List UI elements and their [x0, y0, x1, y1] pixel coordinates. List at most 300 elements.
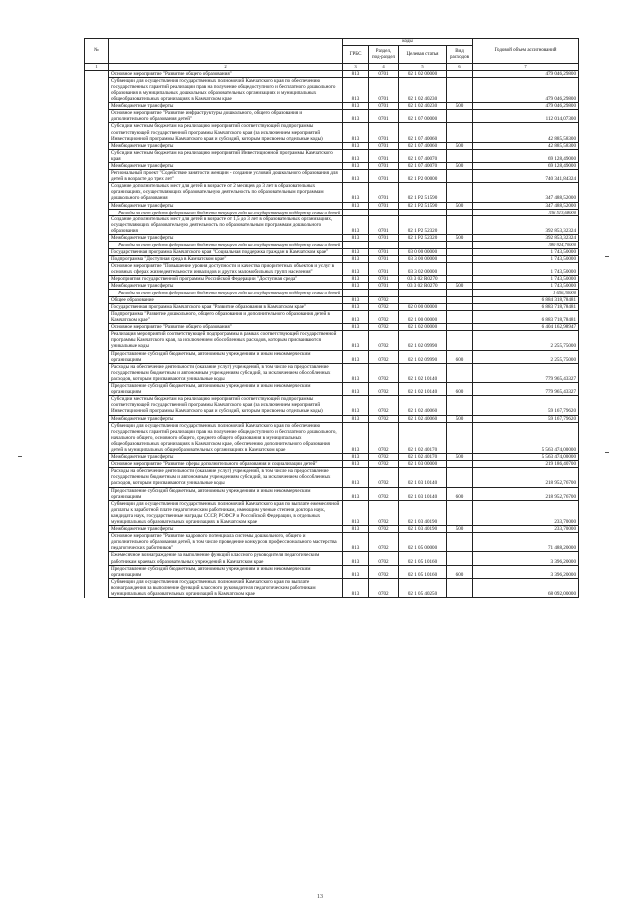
row-amount-cell: 6 404 162,98947	[473, 324, 579, 331]
row-number-cell	[85, 350, 109, 363]
row-number-cell	[85, 103, 109, 110]
budget-table-sheet	[84, 38, 578, 598]
row-grbs-cell: 813	[343, 396, 369, 415]
row-amount-cell: 6 883 718,78481	[473, 311, 579, 324]
row-name-cell: Расходы за счет средств федерального бюджета текущего года на государственную поддержку семьи и детей	[109, 209, 343, 215]
row-amount-cell: 6 883 718,78481	[473, 303, 579, 310]
table-row	[85, 533, 579, 552]
row-name-cell: Мероприятия государственной программы Российской Федерации "Доступная среда"	[109, 276, 343, 283]
row-name-cell: Субвенции для осуществления государственных полномочий Камчатского края по выплате ежемесячной доплаты к заработной плате педагогическим работникам, имеющим ученые степени доктора наук, кандидата наук, государственные награды СССР, РСФСР и Российской Федерации, в отдельных муниципальных образовательных организациях в Камчатском крае	[109, 500, 343, 525]
row-section-cell: 0701	[369, 183, 399, 202]
row-number-cell	[85, 283, 109, 290]
row-target-item-cell: 02 1 03 10140	[399, 487, 447, 500]
row-amount-cell: 69 128,49000	[473, 163, 579, 170]
row-section-cell: 0701	[369, 163, 399, 170]
column-number: 5	[399, 64, 447, 71]
table-row	[85, 235, 579, 242]
row-number-cell	[85, 110, 109, 123]
row-expense-type-cell	[447, 578, 473, 597]
row-target-item-cell: 02 1 02 40230	[399, 77, 447, 102]
table-row	[85, 324, 579, 331]
column-numbers-row	[85, 64, 579, 71]
row-amount-cell: 42 885,58300	[473, 142, 579, 149]
row-target-item-cell: 02 1 05 40250	[399, 578, 447, 597]
row-name-cell: Межбюджетные трансферты	[109, 526, 343, 533]
row-expense-type-cell	[447, 77, 473, 102]
table-row	[85, 311, 579, 324]
row-expense-type-cell	[447, 324, 473, 331]
row-section-cell: 0701	[369, 70, 399, 77]
row-name-cell: Расходы на обеспечение деятельности (оказание услуг) учреждений, в том числе на предоставление государственным бюджетным и автономным учреждениям субсидий, за исключением обособленных расходов, которым присваиваются уникальные коды	[109, 468, 343, 487]
row-number-cell	[85, 142, 109, 149]
row-grbs-cell: 813	[343, 70, 369, 77]
row-amount-cell: 59 167,79620	[473, 396, 579, 415]
row-expense-type-cell	[447, 110, 473, 123]
table-row	[85, 296, 579, 303]
row-amount-cell: 479 046,29800	[473, 70, 579, 77]
row-name-cell: Предоставление субсидий бюджетным, автономным учреждениям и иным некоммерческим организациям	[109, 487, 343, 500]
row-section-cell: 0701	[369, 123, 399, 142]
row-number-cell	[85, 461, 109, 468]
table-row	[85, 363, 579, 382]
row-target-item-cell: 02 1 02 09990	[399, 350, 447, 363]
row-name-cell: Государственная программа Камчатского края "Социальная поддержка граждан в Камчатском крае"	[109, 248, 343, 255]
row-amount-cell: 740 341,84324	[473, 170, 579, 183]
row-grbs-cell: 813	[343, 263, 369, 276]
row-name-cell: Расходы за счет средств федерального бюджета текущего года на государственную поддержку семьи и детей	[109, 242, 343, 248]
row-name-cell: Предоставление субсидий бюджетным, автономным учреждениям и иным некоммерческим организациям	[109, 350, 343, 363]
row-section-cell: 0701	[369, 276, 399, 283]
header-number: №	[85, 39, 109, 64]
row-target-item-cell: 02 1 P2 52320	[399, 216, 447, 235]
row-number-cell	[85, 235, 109, 242]
row-number-cell	[85, 454, 109, 461]
table-row	[85, 248, 579, 255]
row-target-item-cell: 03 0 00 00000	[399, 248, 447, 255]
row-expense-type-cell	[447, 248, 473, 255]
row-name-cell: Расходы за счет средств федерального бюджета текущего года на государственную поддержку семьи и детей	[109, 290, 343, 296]
row-number-cell	[85, 202, 109, 209]
row-name-cell: Создание дополнительных мест для детей в возрасте от 2 месяцев до 3 лет в образовательных организациях, осуществляющих образовательную деятельность по образовательным программам дошкольного образования	[109, 183, 343, 202]
row-grbs-cell: 813	[343, 235, 369, 242]
row-number-cell	[85, 533, 109, 552]
table-row	[85, 303, 579, 310]
row-amount-cell: 5 563 474,00000	[473, 422, 579, 453]
row-expense-type-cell: 600	[447, 350, 473, 363]
row-expense-type-cell	[447, 468, 473, 487]
row-target-item-cell: 02 1 02 40060	[399, 396, 447, 415]
row-name-cell: Подпрограмма "Развитие дошкольного, общего образования и дополнительного образования детей в Камчатском крае"	[109, 311, 343, 324]
row-amount-cell: 68 092,00000	[473, 578, 579, 597]
row-grbs-cell: 813	[343, 415, 369, 422]
table-row	[85, 552, 579, 565]
row-section-cell: 0702	[369, 396, 399, 415]
row-grbs-cell: 813	[343, 110, 369, 123]
row-expense-type-cell: 600	[447, 565, 473, 578]
row-section-cell: 0701	[369, 170, 399, 183]
row-amount-cell: 71 488,20000	[473, 533, 579, 552]
row-section-cell: 0702	[369, 461, 399, 468]
row-grbs-cell: 813	[343, 283, 369, 290]
row-grbs-cell: 813	[343, 383, 369, 396]
row-name-cell: Предоставление субсидий бюджетным, автономным учреждениям и иным некоммерческим организациям	[109, 565, 343, 578]
row-name-cell: Межбюджетные трансферты	[109, 235, 343, 242]
column-number: 2	[109, 64, 343, 71]
row-grbs-cell: 813	[343, 163, 369, 170]
row-amount-cell: 1 743,50000	[473, 283, 579, 290]
row-grbs-cell: 813	[343, 296, 369, 303]
table-row	[85, 142, 579, 149]
row-grbs-cell: 813	[343, 526, 369, 533]
row-section-cell: 0702	[369, 331, 399, 350]
row-section-cell: 0701	[369, 255, 399, 262]
row-grbs-cell: 813	[343, 276, 369, 283]
row-expense-type-cell	[447, 363, 473, 382]
row-target-item-cell: 02 1 05 10160	[399, 552, 447, 565]
table-row	[85, 565, 579, 578]
header-annual-amount: Годовой объем ассигнований	[473, 39, 579, 64]
row-grbs-cell: 813	[343, 350, 369, 363]
row-number-cell	[85, 255, 109, 262]
row-grbs-cell: 813	[343, 303, 369, 310]
header-grbs: ГРБС	[343, 46, 369, 64]
row-grbs-cell: 813	[343, 202, 369, 209]
row-section-cell: 0702	[369, 533, 399, 552]
row-amount-cell: 233,70000	[473, 526, 579, 533]
row-expense-type-cell	[447, 500, 473, 525]
column-number: 1	[85, 64, 109, 71]
table-row	[85, 170, 579, 183]
row-grbs-cell: 813	[343, 331, 369, 350]
row-grbs-cell: 813	[343, 170, 369, 183]
row-name-cell: Предоставление субсидий бюджетным, автономным учреждениям и иным некоммерческим организациям	[109, 383, 343, 396]
row-grbs-cell: 813	[343, 500, 369, 525]
table-row	[85, 202, 579, 209]
table-row	[85, 383, 579, 396]
table-row	[85, 396, 579, 415]
row-target-item-cell: 03 3 02 R0270	[399, 276, 447, 283]
row-target-item-cell: 02 1 02 10140	[399, 363, 447, 382]
row-section-cell: 0702	[369, 454, 399, 461]
row-grbs-cell: 813	[343, 461, 369, 468]
row-amount-cell: 1 743,50000	[473, 248, 579, 255]
row-expense-type-cell	[447, 331, 473, 350]
row-name-cell: Основное мероприятие "Развитие сферы дополнительного образования и социализации детей"	[109, 461, 343, 468]
row-expense-type-cell	[447, 461, 473, 468]
column-number: 6	[447, 64, 473, 71]
row-expense-type-cell	[447, 183, 473, 202]
column-number: 4	[369, 64, 399, 71]
row-section-cell: 0701	[369, 248, 399, 255]
row-amount-cell: 5 563 474,00000	[473, 454, 579, 461]
row-number-cell	[85, 170, 109, 183]
row-grbs-cell: 813	[343, 149, 369, 162]
row-number-cell	[85, 216, 109, 235]
row-grbs-cell: 813	[343, 255, 369, 262]
row-target-item-cell: 03 3 00 00000	[399, 255, 447, 262]
row-amount-cell: 1 656,30000	[473, 290, 579, 296]
row-name-cell: Субсидии местным бюджетам на реализацию мероприятий соответствующей подпрограммы соответствующей государственной программы Камчатского края (за исключением мероприятий Инвестиционной программы Камчатского края и субсидий, которым присвоены отдельные коды)	[109, 396, 343, 415]
row-expense-type-cell	[447, 296, 473, 303]
row-target-item-cell: 02 1 02 40170	[399, 422, 447, 453]
row-amount-cell: 779 965,43327	[473, 383, 579, 396]
row-number-cell	[85, 303, 109, 310]
table-row	[85, 526, 579, 533]
row-section-cell: 0702	[369, 415, 399, 422]
row-target-item-cell: 02 1 02 00000	[399, 324, 447, 331]
row-target-item-cell: 02 1 05 10160	[399, 565, 447, 578]
row-name-cell: Общее образование	[109, 296, 343, 303]
row-grbs-cell: 813	[343, 422, 369, 453]
header-target-item: Целевая статья	[399, 46, 447, 64]
row-expense-type-cell: 500	[447, 163, 473, 170]
row-section-cell: 0701	[369, 283, 399, 290]
row-section-cell: 0702	[369, 296, 399, 303]
row-number-cell	[85, 565, 109, 578]
table-row	[85, 487, 579, 500]
row-grbs-cell: 813	[343, 123, 369, 142]
row-number-cell	[85, 468, 109, 487]
row-name-cell: Подпрограмма "Доступная среда в Камчатском крае"	[109, 255, 343, 262]
row-number-cell	[85, 383, 109, 396]
row-grbs-cell: 813	[343, 216, 369, 235]
row-amount-cell: 3 396,20000	[473, 552, 579, 565]
table-row	[85, 163, 579, 170]
row-name-cell: Субсидии местным бюджетам на реализацию мероприятий соответствующей подпрограммы соответствующей государственной программы Камчатского края (за исключением мероприятий Инвестиционной программы Камчатского края и субсидий, которым присвоены отдельные коды)	[109, 123, 343, 142]
row-amount-cell: 1 743,50000	[473, 255, 579, 262]
header-section: Раздел, под-раздел	[369, 46, 399, 64]
row-target-item-cell: 02 1 07 40070	[399, 149, 447, 162]
row-target-item-cell: 02 1 03 40190	[399, 500, 447, 525]
row-name-cell: Субвенции для осуществления государственных полномочий Камчатского края по выплате вознаграждения за выполнение функций классного руководителя педагогическим работникам муниципальных образовательных организаций в Камчатском крае	[109, 578, 343, 597]
row-target-item-cell: 02 1 07 40060	[399, 142, 447, 149]
row-name-cell: Межбюджетные трансферты	[109, 163, 343, 170]
table-row	[85, 255, 579, 262]
row-expense-type-cell: 500	[447, 283, 473, 290]
margin-mark	[605, 452, 609, 453]
row-grbs-cell: 813	[343, 533, 369, 552]
table-row	[85, 578, 579, 597]
row-section-cell: 0702	[369, 350, 399, 363]
table-row	[85, 70, 579, 77]
row-section-cell: 0701	[369, 103, 399, 110]
row-name-cell: Основное мероприятие "Повышение уровня доступности и качества приоритетных объектов и услуг в основных сферах жизнедеятельности инвалидов и других маломобильных групп населения"	[109, 263, 343, 276]
table-row	[85, 183, 579, 202]
row-amount-cell: 3 396,20000	[473, 565, 579, 578]
row-name-cell: Основное мероприятие "Развитие кадрового потенциала системы дошкольного, общего и дополнительного образования детей, в том числе проведение конкурсов профессионального мастерства педагогических работников"	[109, 533, 343, 552]
row-target-item-cell: 02 1 02 10140	[399, 383, 447, 396]
row-amount-cell: 347 488,52000	[473, 183, 579, 202]
row-grbs-cell: 813	[343, 142, 369, 149]
row-name-cell: Ежемесячное вознаграждение за выполнение функций классного руководителя педагогическим работникам краевых образовательных учреждений в Камчатском крае	[109, 552, 343, 565]
row-number-cell	[85, 331, 109, 350]
table-row	[85, 454, 579, 461]
row-section-cell: 0701	[369, 142, 399, 149]
row-section-cell: 0702	[369, 311, 399, 324]
row-expense-type-cell	[447, 263, 473, 276]
row-number-cell	[85, 422, 109, 453]
row-amount-cell: 219 186,40700	[473, 461, 579, 468]
row-name-cell: Создание дополнительных мест для детей в возрасте от 1,5 до 3 лет в образовательных организациях, осуществляющих образовательную деятельность по образовательным программам дошкольного образования	[109, 216, 343, 235]
row-target-item-cell: 02 1 02 40170	[399, 454, 447, 461]
row-number-cell	[85, 248, 109, 255]
table-row	[85, 468, 579, 487]
row-section-cell: 0701	[369, 235, 399, 242]
row-target-item-cell: 02 1 P2 00000	[399, 170, 447, 183]
row-amount-cell: 233,70000	[473, 500, 579, 525]
row-number-cell	[85, 183, 109, 202]
row-section-cell: 0702	[369, 526, 399, 533]
row-expense-type-cell	[447, 422, 473, 453]
row-amount-cell: 479 046,29800	[473, 77, 579, 102]
table-header	[85, 39, 579, 71]
row-target-item-cell: 02 1 02 40230	[399, 103, 447, 110]
row-expense-type-cell	[447, 149, 473, 162]
row-grbs-cell: 813	[343, 324, 369, 331]
row-amount-cell: 2 255,75000	[473, 350, 579, 363]
row-amount-cell: 380 924,70000	[473, 242, 579, 248]
row-number-cell	[85, 396, 109, 415]
row-grbs-cell: 813	[343, 578, 369, 597]
row-expense-type-cell	[447, 255, 473, 262]
row-target-item-cell: 03 3 02 R0270	[399, 283, 447, 290]
row-name-cell: Межбюджетные трансферты	[109, 202, 343, 209]
row-number-cell	[85, 363, 109, 382]
row-target-item-cell: 02 1 P2 51590	[399, 202, 447, 209]
row-expense-type-cell	[447, 170, 473, 183]
row-name-cell: Межбюджетные трансферты	[109, 103, 343, 110]
row-section-cell: 0702	[369, 500, 399, 525]
row-expense-type-cell	[447, 552, 473, 565]
table-row	[85, 110, 579, 123]
row-section-cell: 0702	[369, 324, 399, 331]
row-section-cell: 0702	[369, 363, 399, 382]
row-name-cell: Реализация мероприятий соответствующей подпрограммы в рамках соответствующей государственной программы Камчатского края, за исключением обособленных расходов, которым присваиваются уникальные коды	[109, 331, 343, 350]
row-grbs-cell: 813	[343, 468, 369, 487]
row-grbs-cell: 813	[343, 565, 369, 578]
row-amount-cell: 392 853,32324	[473, 235, 579, 242]
row-target-item-cell: 02 1 03 10140	[399, 468, 447, 487]
table-row	[85, 263, 579, 276]
row-expense-type-cell: 500	[447, 526, 473, 533]
table-row	[85, 123, 579, 142]
table-row	[85, 331, 579, 350]
row-section-cell: 0702	[369, 552, 399, 565]
row-grbs-cell: 813	[343, 248, 369, 255]
row-expense-type-cell: 500	[447, 142, 473, 149]
table-row	[85, 77, 579, 102]
row-number-cell	[85, 311, 109, 324]
row-expense-type-cell: 500	[447, 103, 473, 110]
row-name-cell: Межбюджетные трансферты	[109, 283, 343, 290]
row-expense-type-cell	[447, 311, 473, 324]
row-grbs-cell: 813	[343, 487, 369, 500]
row-name-cell: Основное мероприятие "Развитие инфраструктуры дошкольного, общего образования и дополнительного образования детей"	[109, 110, 343, 123]
row-amount-cell: 479 046,29800	[473, 103, 579, 110]
row-expense-type-cell: 600	[447, 383, 473, 396]
row-section-cell: 0701	[369, 263, 399, 276]
row-section-cell: 0701	[369, 77, 399, 102]
row-name-cell: Межбюджетные трансферты	[109, 142, 343, 149]
row-expense-type-cell: 500	[447, 415, 473, 422]
row-amount-cell: 218 952,76700	[473, 487, 579, 500]
row-name-cell: Субвенции для осуществления государственных полномочий Камчатского края по обеспечению государственных гарантий реализации прав на получение общедоступного и бесплатного дошкольного образования в муниципальных дошкольных образовательных организациях и муниципальных общеобразовательных организациях в Камчатском крае	[109, 77, 343, 102]
row-number-cell	[85, 123, 109, 142]
row-target-item-cell: 02 1 P2 51590	[399, 183, 447, 202]
row-target-item-cell: 02 0 00 00000	[399, 303, 447, 310]
table-body	[85, 70, 579, 597]
row-amount-cell: 1 743,50000	[473, 263, 579, 276]
table-row	[85, 350, 579, 363]
row-section-cell: 0702	[369, 383, 399, 396]
row-number-cell	[85, 149, 109, 162]
row-target-item-cell: 03 3 02 00000	[399, 263, 447, 276]
row-target-item-cell: 02 1 02 40060	[399, 415, 447, 422]
row-amount-cell: 2 255,75000	[473, 331, 579, 350]
row-grbs-cell: 813	[343, 454, 369, 461]
margin-mark	[18, 456, 22, 457]
table-row	[85, 103, 579, 110]
row-number-cell	[85, 296, 109, 303]
row-name-cell: Межбюджетные трансферты	[109, 454, 343, 461]
row-target-item-cell: 02 1 07 40070	[399, 163, 447, 170]
row-number-cell	[85, 552, 109, 565]
row-name-cell: Основное мероприятие "Развитие общего образования"	[109, 324, 343, 331]
row-expense-type-cell	[447, 396, 473, 415]
row-amount-cell: 392 853,32324	[473, 216, 579, 235]
row-amount-cell: 218 952,76700	[473, 468, 579, 487]
row-target-item-cell	[399, 296, 447, 303]
row-amount-cell: 42 885,58300	[473, 123, 579, 142]
row-expense-type-cell	[447, 70, 473, 77]
row-section-cell: 0702	[369, 468, 399, 487]
row-target-item-cell: 02 1 05 00000	[399, 533, 447, 552]
table-row	[85, 283, 579, 290]
header-name	[109, 39, 343, 64]
table-row	[85, 149, 579, 162]
row-amount-cell: 1 743,50000	[473, 276, 579, 283]
row-section-cell: 0702	[369, 565, 399, 578]
row-section-cell: 0702	[369, 578, 399, 597]
row-number-cell	[85, 415, 109, 422]
row-amount-cell: 59 167,79620	[473, 415, 579, 422]
row-number-cell	[85, 500, 109, 525]
table-row	[85, 216, 579, 235]
row-expense-type-cell	[447, 216, 473, 235]
header-codes: коды	[343, 39, 473, 46]
row-amount-cell: 336 513,68000	[473, 209, 579, 215]
row-expense-type-cell	[447, 303, 473, 310]
row-target-item-cell: 02 1 03 00000	[399, 461, 447, 468]
row-amount-cell: 69 128,49000	[473, 149, 579, 162]
row-expense-type-cell: 500	[447, 235, 473, 242]
row-expense-type-cell: 600	[447, 487, 473, 500]
page-number: 13	[317, 894, 323, 900]
margin-mark	[605, 256, 609, 257]
row-section-cell: 0701	[369, 202, 399, 209]
table-row	[85, 500, 579, 525]
row-target-item-cell: 02 1 07 00000	[399, 110, 447, 123]
row-section-cell: 0702	[369, 422, 399, 453]
row-grbs-cell: 813	[343, 311, 369, 324]
row-expense-type-cell: 500	[447, 202, 473, 209]
row-name-cell: Субсидии местным бюджетам на реализацию мероприятий Инвестиционной программы Камчатского края	[109, 149, 343, 162]
row-name-cell: Субвенции для осуществления государственных полномочий Камчатского края по обеспечению государственных гарантий реализации прав на получение общедоступного и бесплатного дошкольного, начального общего, основного общего, среднего общего образования в муниципальных общеобразовательных организациях в Камчатском крае, обеспечению дополнительного образования детей в муниципальных общеобразовательных организациях в Камчатском крае	[109, 422, 343, 453]
row-target-item-cell: 02 1 03 40190	[399, 526, 447, 533]
row-target-item-cell: 02 1 00 00000	[399, 311, 447, 324]
column-number: 7	[473, 64, 579, 71]
row-expense-type-cell	[447, 276, 473, 283]
